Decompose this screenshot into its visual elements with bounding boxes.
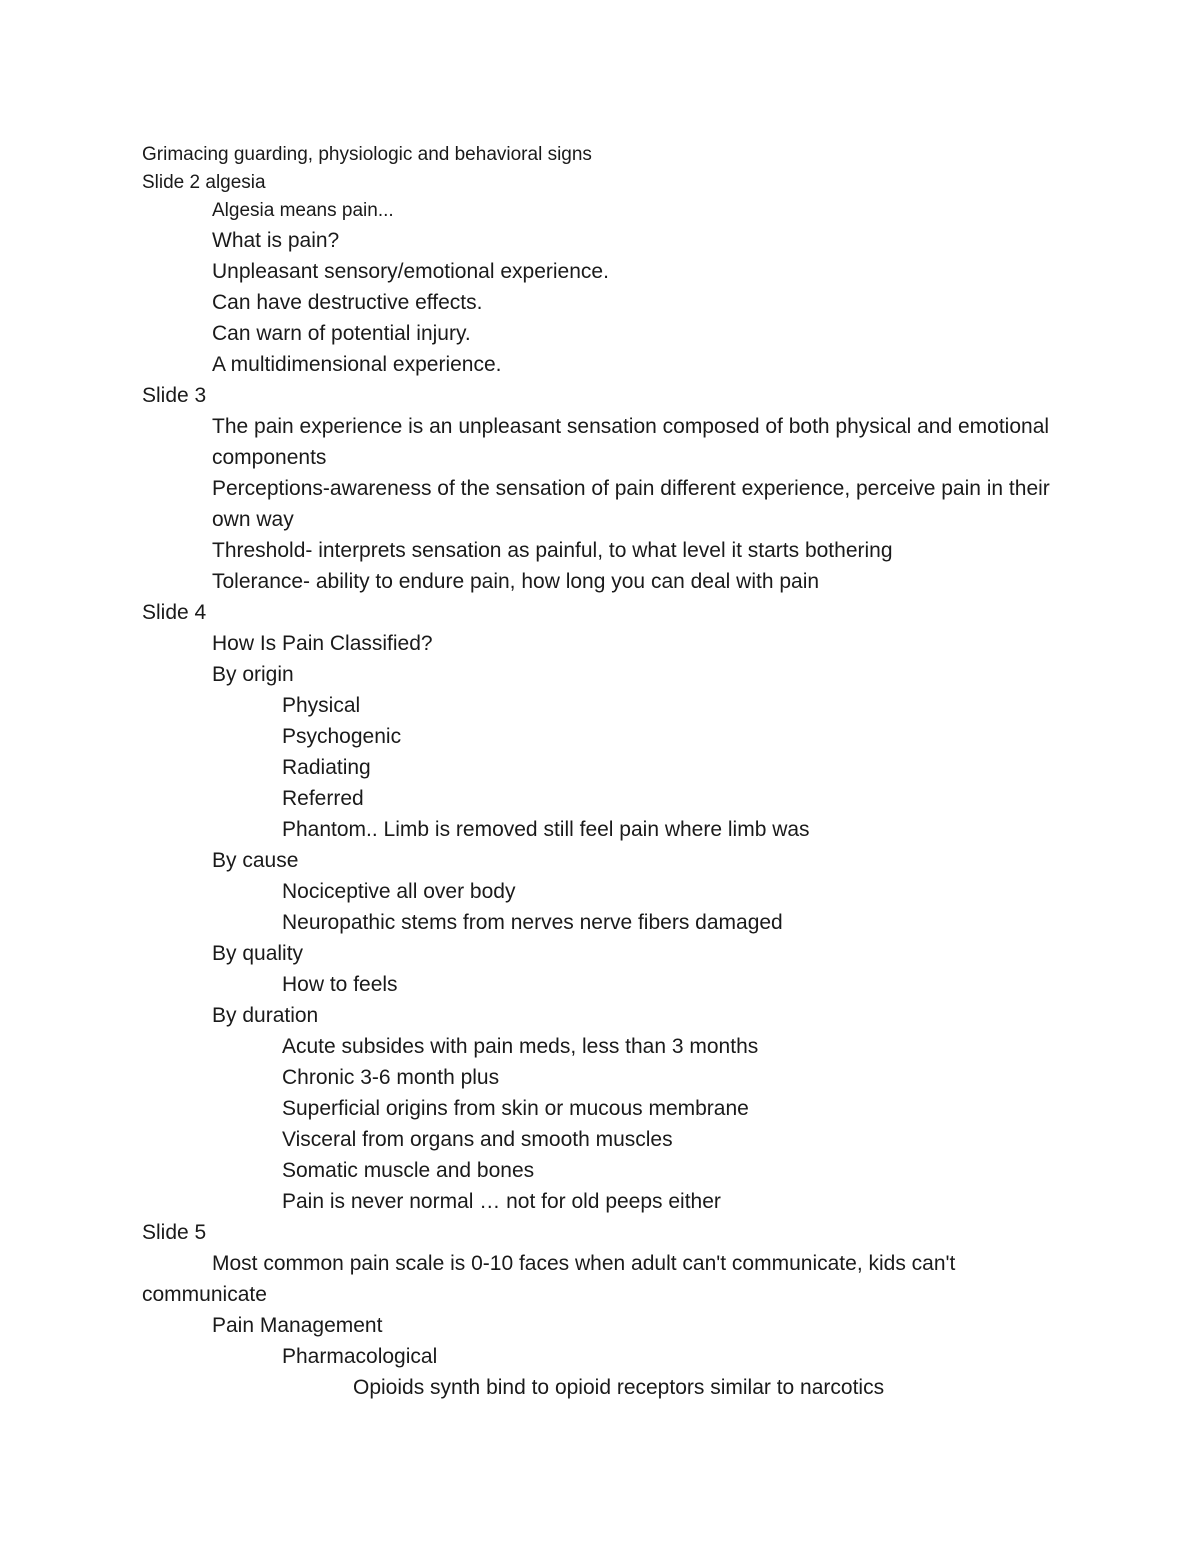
list-item: Perceptions-awareness of the sensation of pain different experience, perceive pain in their own way bbox=[212, 477, 1050, 531]
list-item: Referred bbox=[282, 787, 364, 810]
list-item: Opioids synth bind to opioid receptors similar to narcotics bbox=[353, 1376, 885, 1399]
lecture-notes bbox=[142, 141, 1062, 1403]
pain-scale-note: Most common pain scale is 0-10 faces when adult can't communicate, kids can't communicate bbox=[142, 1252, 956, 1306]
list-item: Pain is never normal … not for old peeps either bbox=[282, 1190, 721, 1213]
list-item: Chronic 3-6 month plus bbox=[282, 1066, 500, 1089]
list-item: How to feels bbox=[282, 973, 398, 996]
by-origin-label: By origin bbox=[212, 663, 294, 686]
slide-2-heading: Slide 2 algesia bbox=[142, 172, 266, 193]
list-item: Neuropathic stems from nerves nerve fibers damaged bbox=[282, 911, 783, 934]
list-item: The pain experience is an unpleasant sensation composed of both physical and emotional components bbox=[212, 415, 1050, 469]
list-item: Can have destructive effects. bbox=[212, 291, 483, 314]
list-item: Can warn of potential injury. bbox=[212, 322, 471, 345]
list-item: Somatic muscle and bones bbox=[282, 1159, 535, 1182]
list-item: What is pain? bbox=[212, 229, 340, 252]
by-duration-label: By duration bbox=[212, 1004, 319, 1027]
list-item: Psychogenic bbox=[282, 725, 402, 748]
slide-5-heading: Slide 5 bbox=[142, 1221, 207, 1244]
list-item: Visceral from organs and smooth muscles bbox=[282, 1128, 673, 1151]
list-item: Radiating bbox=[282, 756, 371, 779]
list-item: Threshold- interprets sensation as painful, to what level it starts bothering bbox=[212, 539, 893, 562]
list-item: Algesia means pain... bbox=[212, 200, 394, 221]
list-item: A multidimensional experience. bbox=[212, 353, 502, 376]
by-cause-label: By cause bbox=[212, 849, 299, 872]
list-item: Phantom.. Limb is removed still feel pain where limb was bbox=[282, 818, 810, 841]
slide-3-heading: Slide 3 bbox=[142, 384, 207, 407]
list-item: Acute subsides with pain meds, less than 3 months bbox=[282, 1035, 759, 1058]
list-item: Nociceptive all over body bbox=[282, 880, 516, 903]
slide-4-heading: Slide 4 bbox=[142, 601, 207, 624]
list-item: Superficial origins from skin or mucous membrane bbox=[282, 1097, 749, 1120]
pain-management-label: Pain Management bbox=[212, 1314, 383, 1337]
by-quality-label: By quality bbox=[212, 942, 304, 965]
list-item: Unpleasant sensory/emotional experience. bbox=[212, 260, 609, 283]
list-item: Tolerance- ability to endure pain, how long you can deal with pain bbox=[212, 570, 820, 593]
classification-question: How Is Pain Classified? bbox=[212, 632, 433, 655]
intro-line: Grimacing guarding, physiologic and behavioral signs bbox=[142, 144, 592, 165]
list-item: Physical bbox=[282, 694, 361, 717]
pharmacological-label: Pharmacological bbox=[282, 1345, 438, 1368]
